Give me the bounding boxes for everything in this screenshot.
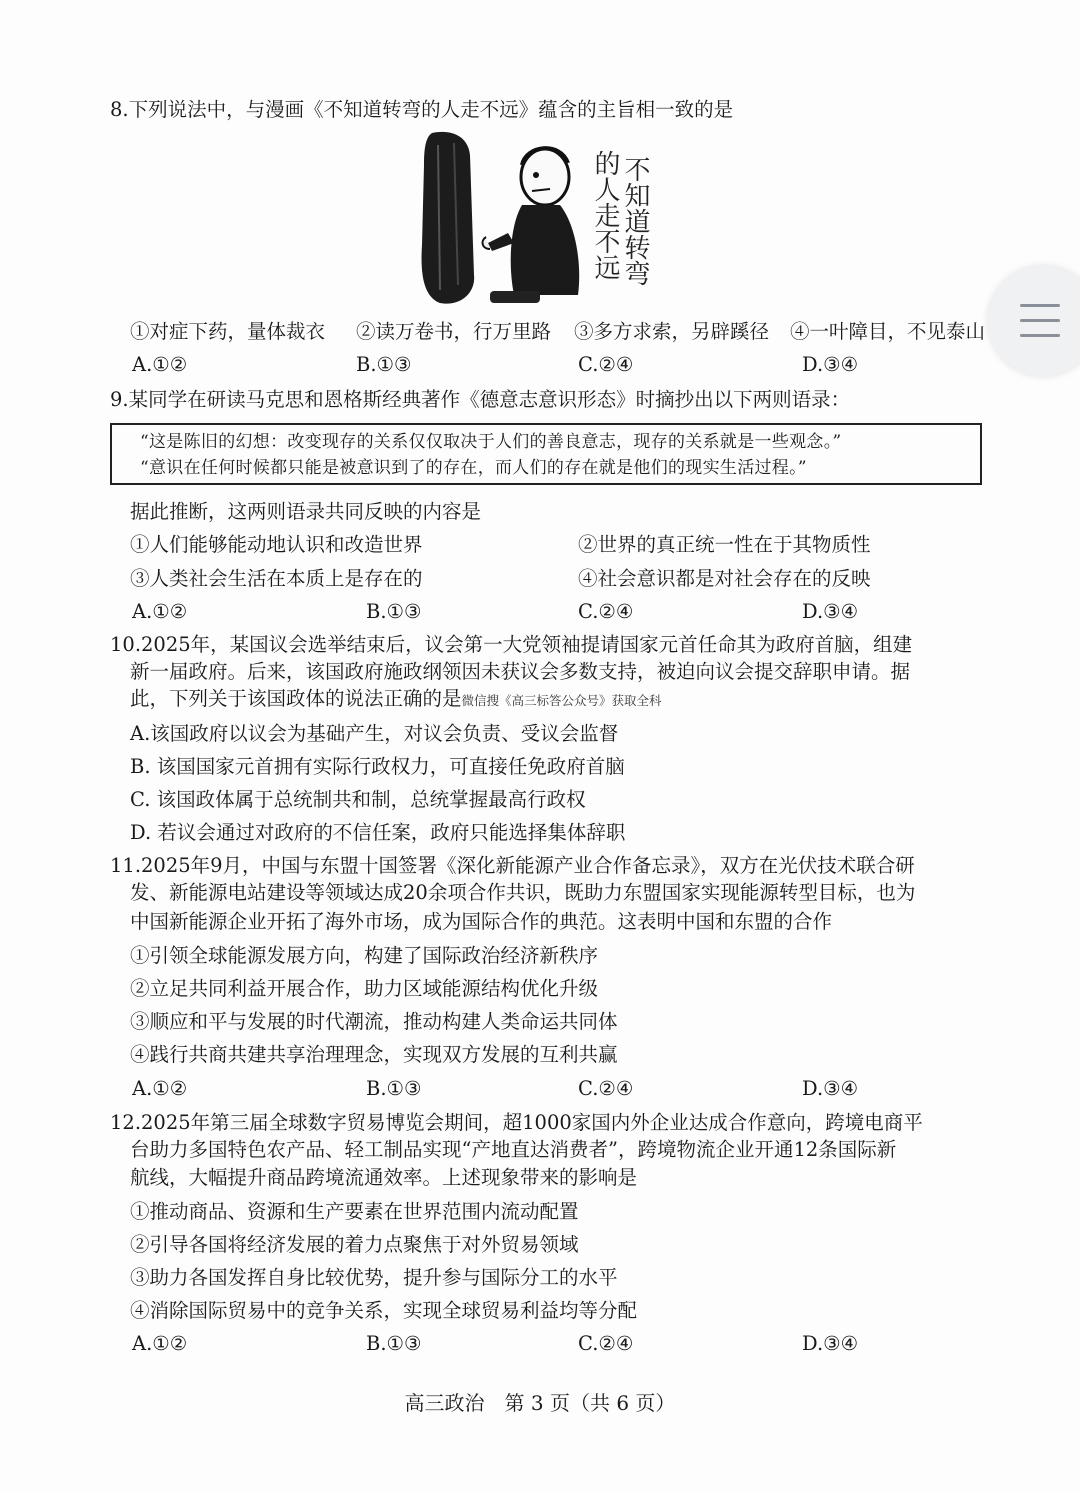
q9-item-2: ②世界的真正统一性在于其物质性 (578, 533, 871, 556)
q8-choice-a: A.①② (132, 353, 188, 376)
q8-items-row (130, 319, 986, 345)
q8-choice-c: C.②④ (578, 353, 634, 376)
q11-item-2: ②立足共同利益开展合作，助力区域能源结构优化升级 (130, 977, 599, 1000)
q9-choice-d: D.③④ (802, 600, 859, 623)
q8-choice-b: B.①③ (356, 353, 412, 376)
q9-items-row1 (130, 532, 930, 558)
q12-line-1: 12.2025年第三届全球数字贸易博览会期间，超1000家国内外企业达成合作意向，跨境电商平 (110, 1111, 923, 1134)
q12-choice-c: C.②④ (578, 1332, 634, 1355)
q9-stem: 9.某同学在研读马克思和恩格斯经典著作《德意志意识形态》时摘抄出以下两则语录： (110, 388, 851, 411)
q12-choices-row (132, 1331, 932, 1357)
menu-icon-bar (1020, 334, 1060, 337)
q8-item-1: ①对症下药，量体裁衣 (130, 320, 326, 343)
q10-option-b: B. 该国国家元首拥有实际行政权力，可直接任免政府首脑 (130, 755, 625, 778)
q11-item-4: ④践行共商共建共享治理理念，实现双方发展的互利共赢 (130, 1043, 618, 1066)
q8-choice-d: D.③④ (802, 353, 859, 376)
q12-item-4: ④消除国际贸易中的竞争关系，实现全球贸易利益均等分配 (130, 1299, 638, 1322)
q12-choice-d: D.③④ (802, 1332, 859, 1355)
q10-line-3: 此，下列关于该国政体的说法正确的是 (130, 687, 462, 710)
q8-item-2: ②读万卷书，行万里路 (356, 320, 552, 343)
q11-choices-row (132, 1076, 932, 1102)
q11-line-1: 11.2025年9月，中国与东盟十国签署《深化新能源产业合作备忘录》，双方在光伏技术联合研 (110, 854, 915, 877)
q10-line-2: 新一届政府。后来，该国政府施政纲领因未获议会多数支持，被迫向议会提交辞职申请。据 (130, 660, 911, 683)
q11-choice-b: B.①③ (366, 1077, 422, 1100)
q10-line-1: 10.2025年，某国议会选举结束后，议会第一大党领袖提请国家元首任命其为政府首脑，组建 (110, 633, 913, 656)
q12-item-2: ②引导各国将经济发展的着力点聚焦于对外贸易领域 (130, 1233, 579, 1256)
q11-choice-c: C.②④ (578, 1077, 634, 1100)
q12-line-2: 台助力多国特色农产品、轻工制品实现“产地直达消费者”，跨境物流企业开通12条国际新 (130, 1138, 897, 1161)
q11-line-2: 发、新能源电站建设等领域达成20余项合作共识，既助力东盟国家实现能源转型目标，也为 (130, 881, 916, 904)
q9-item-3: ③人类社会生活在本质上是存在的 (130, 567, 423, 590)
q12-choice-b: B.①③ (366, 1332, 422, 1355)
q10-watermark-note: 微信搜《高三标答公众号》获取全科 (461, 693, 662, 708)
cartoon-caption-col1: 不知道转弯 (620, 156, 650, 286)
q9-item-4: ④社会意识都是对社会存在的反映 (578, 567, 871, 590)
q8-item-4: ④一叶障目，不见泰山 (790, 320, 986, 343)
q9-choices-row (132, 599, 932, 625)
q8-choices-row (132, 352, 932, 378)
menu-icon-bar (1020, 319, 1060, 322)
q8-stem: 8.下列说法中，与漫画《不知道转弯的人走不远》蕴含的主旨相一致的是 (110, 98, 734, 121)
q9-choice-c: C.②④ (578, 600, 634, 623)
q9-item-1: ①人们能够能动地认识和改造世界 (130, 533, 423, 556)
q10-option-a: A.该国政府以议会为基础产生，对议会负责、受议会监督 (130, 722, 619, 745)
q11-item-3: ③顺应和平与发展的时代潮流，推动构建人类命运共同体 (130, 1010, 618, 1033)
q11-item-1: ①引领全球能源发展方向，构建了国际政治经济新秩序 (130, 944, 599, 967)
q11-choice-a: A.①② (132, 1077, 188, 1100)
menu-icon (1020, 304, 1060, 307)
cartoon-image (410, 125, 690, 315)
q11-line-3: 中国新能源企业开拓了海外市场，成为国际合作的典范。这表明中国和东盟的合作 (130, 910, 833, 933)
q9-lead: 据此推断，这两则语录共同反映的内容是 (130, 500, 482, 523)
q9-quote-box (110, 423, 982, 485)
q8-item-3: ③多方求索，另辟蹊径 (574, 320, 770, 343)
q9-quote-2: “意识在任何时候都只能是被意识到了的存在，而人们的存在就是他们的现实生活过程。” (140, 458, 807, 478)
q9-quote-1: “这是陈旧的幻想：改变现存的关系仅仅取决于人们的善良意志，现存的关系就是一些观念。” (140, 432, 842, 452)
q11-choice-d: D.③④ (802, 1077, 859, 1100)
q12-item-3: ③助力各国发挥自身比较优势，提升参与国际分工的水平 (130, 1266, 618, 1289)
q9-items-row2 (130, 566, 930, 592)
q12-line-3: 航线，大幅提升商品跨境流通效率。上述现象带来的影响是 (130, 1166, 638, 1189)
q12-item-1: ①推动商品、资源和生产要素在世界范围内流动配置 (130, 1200, 579, 1223)
q10-option-c: C. 该国政体属于总统制共和制，总统掌握最高行政权 (130, 788, 586, 811)
floating-menu-button[interactable] (988, 266, 1080, 376)
q9-choice-a: A.①② (132, 600, 188, 623)
cartoon-caption-col2: 的人走不远 (590, 150, 620, 280)
q12-choice-a: A.①② (132, 1332, 188, 1355)
q9-choice-b: B.①③ (366, 600, 422, 623)
q10-line-3-wrap (130, 686, 662, 714)
cartoon-drawing (410, 125, 610, 315)
page-footer: 高三政治 第 3 页（共 6 页） (404, 1391, 676, 1415)
q10-option-d: D. 若议会通过对政府的不信任案，政府只能选择集体辞职 (130, 821, 626, 844)
